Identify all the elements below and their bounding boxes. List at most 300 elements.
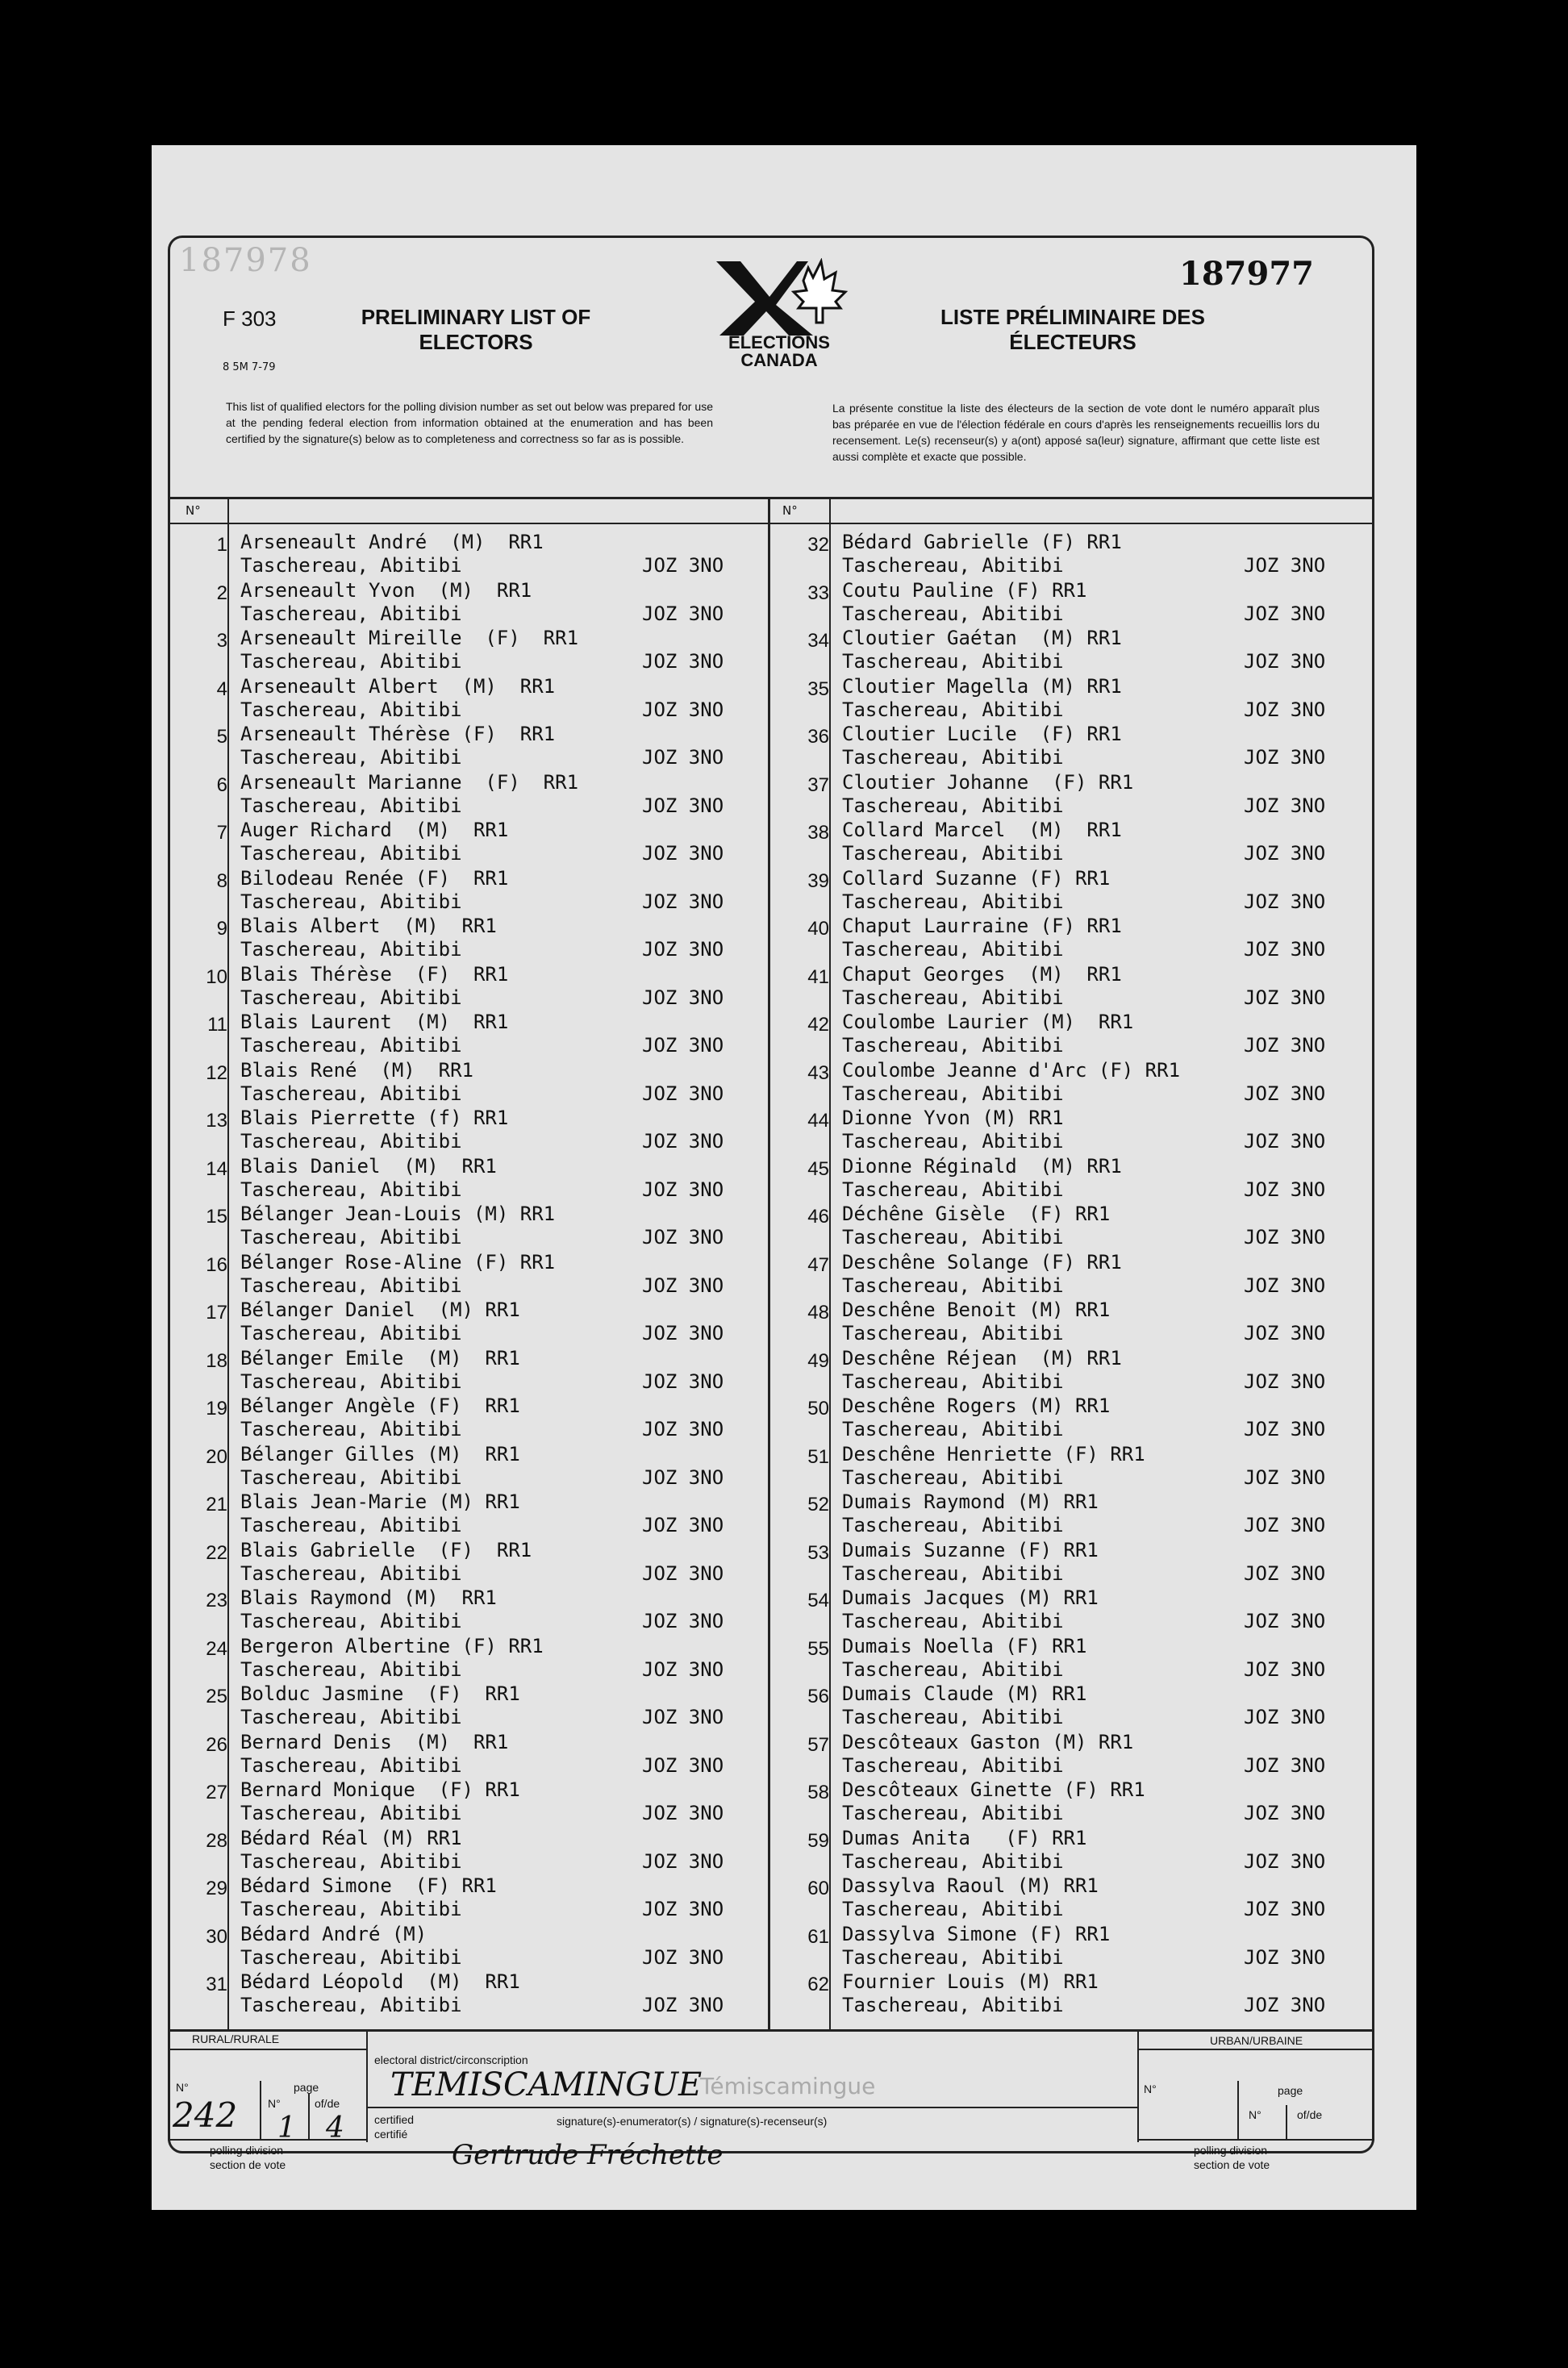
elector-entry <box>769 674 1326 723</box>
elector-postal-code: JOZ 3NO <box>642 1274 724 1297</box>
elector-number: 62 <box>807 1974 829 1995</box>
elector-address: Taschereau, Abitibi <box>240 1322 462 1345</box>
rural-page-label: page <box>294 2081 319 2094</box>
district-faint-print: Témiscamingue <box>700 2073 876 2099</box>
elector-postal-code: JOZ 3NO <box>642 1514 724 1536</box>
title-english-line-2: ELECTORS <box>419 330 533 354</box>
elector-address: Taschereau, Abitibi <box>842 1130 1064 1153</box>
urban-no-label: N° <box>1144 2082 1157 2095</box>
elector-name: Bolduc Jasmine (F) RR1 <box>240 1682 520 1705</box>
elector-postal-code: JOZ 3NO <box>1244 1082 1326 1105</box>
elector-name: Bernard Monique (F) RR1 <box>240 1778 520 1801</box>
elector-name: Dumais Suzanne (F) RR1 <box>842 1538 1099 1561</box>
elector-name: Bilodeau Renée (F) RR1 <box>240 866 509 890</box>
elector-postal-code: JOZ 3NO <box>642 1706 724 1728</box>
elector-address: Taschereau, Abitibi <box>842 1753 1064 1777</box>
elector-name: Arseneault Mireille (F) RR1 <box>240 627 579 649</box>
elector-postal-code: JOZ 3NO <box>1244 650 1326 673</box>
elector-name: Dassylva Raoul (M) RR1 <box>842 1874 1099 1897</box>
elector-name: Bélanger Angèle (F) RR1 <box>240 1395 520 1417</box>
district-label: electoral district/circonscription <box>374 2053 528 2066</box>
urban-label: URBAN/URBAINE <box>1210 2034 1303 2047</box>
elector-entry <box>168 1538 724 1587</box>
elector-number: 53 <box>807 1541 829 1564</box>
elector-address: Taschereau, Abitibi <box>842 938 1064 961</box>
elector-name: Bélanger Jean-Louis (M) RR1 <box>240 1203 556 1225</box>
elector-number: 60 <box>807 1878 829 1899</box>
elector-entry <box>168 1778 724 1827</box>
elector-address: Taschereau, Abitibi <box>842 1514 1064 1536</box>
elector-postal-code: JOZ 3NO <box>1244 746 1326 769</box>
elector-postal-code: JOZ 3NO <box>1244 1994 1326 2016</box>
elector-address: Taschereau, Abitibi <box>842 1322 1064 1345</box>
elector-number: 15 <box>206 1206 227 1228</box>
elector-address: Taschereau, Abitibi <box>240 1849 462 1873</box>
elector-number: 27 <box>206 1782 227 1803</box>
elector-entry <box>769 1395 1326 1443</box>
polling-division-number: 242 <box>173 2095 238 2135</box>
title-english <box>331 305 621 355</box>
elector-entry <box>168 723 724 771</box>
elector-postal-code: JOZ 3NO <box>1244 794 1326 817</box>
elector-name: Deschêne Benoit (M) RR1 <box>842 1299 1111 1321</box>
footer-certified-rule <box>366 2107 1137 2108</box>
elector-address: Taschereau, Abitibi <box>240 1657 462 1681</box>
elector-name: Cloutier Johanne (F) RR1 <box>842 770 1134 794</box>
elector-address: Taschereau, Abitibi <box>842 746 1064 769</box>
elector-postal-code: JOZ 3NO <box>642 1178 724 1201</box>
elector-address: Taschereau, Abitibi <box>842 1034 1064 1057</box>
elector-name: Arseneault André (M) RR1 <box>240 531 544 553</box>
elector-postal-code: JOZ 3NO <box>642 746 724 769</box>
elector-number: 44 <box>807 1110 829 1132</box>
elector-postal-code: JOZ 3NO <box>642 1849 724 1873</box>
elector-postal-code: JOZ 3NO <box>642 1561 724 1585</box>
elector-entry <box>168 1250 724 1299</box>
elector-name: Bédard André (M) <box>240 1922 427 1945</box>
elector-entry <box>769 1922 1326 1971</box>
elector-name: Descôteaux Gaston (M) RR1 <box>842 1730 1134 1753</box>
elector-name: Auger Richard (M) RR1 <box>240 819 509 841</box>
elector-address: Taschereau, Abitibi <box>240 554 462 577</box>
elector-entry <box>769 770 1326 819</box>
elector-number: 51 <box>807 1445 829 1468</box>
elector-name: Blais Jean-Marie (M) RR1 <box>240 1490 520 1513</box>
form-print-code: 8 5M 7-79 <box>223 361 276 373</box>
elector-number: 6 <box>216 773 227 796</box>
elector-address: Taschereau, Abitibi <box>240 1610 462 1632</box>
elector-number: 40 <box>807 918 829 940</box>
elector-entry <box>168 1058 724 1107</box>
elector-address: Taschereau, Abitibi <box>240 746 462 769</box>
elector-entry <box>168 531 724 579</box>
footer-ofde-divider <box>308 2094 310 2139</box>
elector-address: Taschereau, Abitibi <box>842 602 1064 625</box>
elector-address: Taschereau, Abitibi <box>842 1465 1064 1489</box>
elector-entry <box>168 1203 724 1251</box>
elector-postal-code: JOZ 3NO <box>1244 986 1326 1009</box>
elector-entry <box>168 1874 724 1923</box>
elector-name: Chaput Georges (M) RR1 <box>842 962 1122 986</box>
elector-entry <box>168 1970 724 2019</box>
elector-postal-code: JOZ 3NO <box>642 794 724 817</box>
elector-number: 24 <box>206 1637 227 1660</box>
elector-entry <box>769 1730 1326 1779</box>
elector-address: Taschereau, Abitibi <box>240 1514 462 1536</box>
footer-urban-divider <box>1137 2029 1139 2142</box>
page-number: 1 <box>277 2112 296 2145</box>
elector-number: 57 <box>807 1733 829 1756</box>
elector-name: Dumas Anita (F) RR1 <box>842 1826 1087 1849</box>
elector-address: Taschereau, Abitibi <box>240 1945 462 1969</box>
elector-address: Taschereau, Abitibi <box>240 890 462 913</box>
elector-number: 41 <box>807 965 829 988</box>
footer-urban-page-divider <box>1237 2081 1239 2139</box>
elector-name: Dionne Réginald (M) RR1 <box>842 1154 1122 1178</box>
elector-name: Chaput Laurraine (F) RR1 <box>842 915 1122 937</box>
elector-address: Taschereau, Abitibi <box>842 1226 1064 1249</box>
intro-french: La présente constitue la liste des électeurs de la section de vote dont le numéro apparaît plus bas préparée en vue de l'élection fédérale en cours d'après les renseignements recueillis lors du recensement. Le(s) recenseur(s) y a(ont) apposé sa(leur) signature, affirmant que cette liste est aussi complète et exacte que possible. <box>832 402 1320 463</box>
elector-number: 43 <box>807 1061 829 1084</box>
elector-address: Taschereau, Abitibi <box>240 1178 462 1201</box>
elector-number: 34 <box>807 630 829 652</box>
urban-no-label-2: N° <box>1249 2108 1261 2121</box>
elector-postal-code: JOZ 3NO <box>1244 1802 1326 1824</box>
elector-postal-code: JOZ 3NO <box>642 1465 724 1489</box>
elector-number: 32 <box>807 534 829 556</box>
elector-number: 36 <box>807 726 829 748</box>
signature-label: signature(s)-enumerator(s) / signature(s)-recenseur(s) <box>557 2115 828 2128</box>
elector-number: 38 <box>807 822 829 844</box>
elector-postal-code: JOZ 3NO <box>642 1370 724 1393</box>
elector-address: Taschereau, Abitibi <box>842 1418 1064 1440</box>
elector-entry <box>168 1586 724 1635</box>
rural-ofde-label: of/de <box>315 2097 340 2110</box>
elector-address: Taschereau, Abitibi <box>842 1802 1064 1824</box>
elector-name: Blais Albert (M) RR1 <box>240 915 497 937</box>
elector-number: 1 <box>216 534 227 556</box>
elector-address: Taschereau, Abitibi <box>842 1370 1064 1393</box>
elector-address: Taschereau, Abitibi <box>240 1465 462 1489</box>
elector-postal-code: JOZ 3NO <box>1244 1514 1326 1536</box>
elector-address: Taschereau, Abitibi <box>842 1657 1064 1681</box>
right-column-header: N° <box>782 503 798 518</box>
elector-name: Arseneault Marianne (F) RR1 <box>240 770 579 794</box>
elector-number: 39 <box>807 869 829 892</box>
elector-name: Deschêne Henriette (F) RR1 <box>842 1442 1145 1465</box>
elector-entry <box>168 915 724 963</box>
elector-number: 56 <box>807 1686 829 1707</box>
footer-top-rule <box>168 2029 1374 2032</box>
elector-name: Blais Raymond (M) RR1 <box>240 1586 497 1609</box>
elector-number: 54 <box>807 1590 829 1611</box>
elector-name: Fournier Louis (M) RR1 <box>842 1970 1099 1993</box>
title-english-line-1: PRELIMINARY LIST OF <box>361 305 591 329</box>
elector-name: Blais René (M) RR1 <box>240 1058 473 1082</box>
elector-number: 47 <box>807 1253 829 1276</box>
district-value: TEMISCAMINGUE <box>390 2066 703 2103</box>
elector-name: Arseneault Thérèse (F) RR1 <box>240 723 556 745</box>
elector-postal-code: JOZ 3NO <box>1244 1178 1326 1201</box>
elector-number: 25 <box>206 1686 227 1707</box>
elector-entry <box>168 819 724 867</box>
elector-entry <box>168 1490 724 1539</box>
certified-label: certified <box>374 2113 415 2126</box>
rural-no-label-2: N° <box>268 2097 281 2110</box>
elector-postal-code: JOZ 3NO <box>1244 1610 1326 1632</box>
elector-entry <box>769 1970 1326 2019</box>
elector-entry <box>168 866 724 915</box>
elector-name: Bédard Léopold (M) RR1 <box>240 1970 520 1993</box>
elector-postal-code: JOZ 3NO <box>1244 1706 1326 1728</box>
elector-name: Cloutier Gaétan (M) RR1 <box>842 627 1122 649</box>
elector-entry <box>769 1154 1326 1203</box>
elector-name: Collard Suzanne (F) RR1 <box>842 866 1111 890</box>
elector-entry <box>769 1011 1326 1059</box>
elector-address: Taschereau, Abitibi <box>842 554 1064 577</box>
elector-entry <box>168 770 724 819</box>
elector-address: Taschereau, Abitibi <box>842 1610 1064 1632</box>
elector-entry <box>769 819 1326 867</box>
form-number: F 303 <box>223 306 277 331</box>
elector-postal-code: JOZ 3NO <box>642 1994 724 2016</box>
elector-postal-code: JOZ 3NO <box>1244 1753 1326 1777</box>
elector-name: Blais Pierrette (f) RR1 <box>240 1107 509 1129</box>
elector-postal-code: JOZ 3NO <box>1244 890 1326 913</box>
elector-entry <box>168 1442 724 1491</box>
elector-address: Taschereau, Abitibi <box>842 890 1064 913</box>
urban-ofde-label: of/de <box>1297 2108 1323 2121</box>
elector-name: Bélanger Gilles (M) RR1 <box>240 1442 520 1465</box>
elector-postal-code: JOZ 3NO <box>1244 1226 1326 1249</box>
elector-number: 4 <box>216 677 227 700</box>
elector-number: 45 <box>807 1157 829 1180</box>
elector-name: Coutu Pauline (F) RR1 <box>842 578 1087 602</box>
elector-name: Collard Marcel (M) RR1 <box>842 819 1122 841</box>
elector-postal-code: JOZ 3NO <box>642 554 724 577</box>
serial-number: 187977 <box>1179 255 1314 293</box>
elector-address: Taschereau, Abitibi <box>842 1898 1064 1920</box>
elector-number: 26 <box>206 1733 227 1756</box>
elector-name: Dassylva Simone (F) RR1 <box>842 1922 1111 1945</box>
elector-address: Taschereau, Abitibi <box>842 1274 1064 1297</box>
elector-name: Dumais Claude (M) RR1 <box>842 1682 1087 1705</box>
elector-name: Deschêne Rogers (M) RR1 <box>842 1395 1111 1417</box>
elector-address: Taschereau, Abitibi <box>842 1082 1064 1105</box>
elector-postal-code: JOZ 3NO <box>1244 1034 1326 1057</box>
elector-number: 33 <box>807 582 829 604</box>
elector-name: Arseneault Yvon (M) RR1 <box>240 578 532 602</box>
elector-address: Taschereau, Abitibi <box>240 1130 462 1153</box>
elector-entry <box>769 1058 1326 1107</box>
elector-number: 61 <box>807 1925 829 1948</box>
elector-postal-code: JOZ 3NO <box>642 938 724 961</box>
elector-name: Descôteaux Ginette (F) RR1 <box>842 1778 1145 1801</box>
elector-number: 9 <box>216 918 227 940</box>
elector-postal-code: JOZ 3NO <box>1244 1322 1326 1345</box>
elector-name: Coulombe Jeanne d'Arc (F) RR1 <box>842 1058 1181 1082</box>
elector-entry <box>168 578 724 627</box>
elector-postal-code: JOZ 3NO <box>642 1753 724 1777</box>
elector-entry <box>769 1250 1326 1299</box>
elector-entry <box>769 531 1326 579</box>
elector-address: Taschereau, Abitibi <box>240 1898 462 1920</box>
elector-number: 23 <box>206 1590 227 1611</box>
footer-mid-rule <box>168 2049 368 2050</box>
elector-entry <box>168 674 724 723</box>
elector-name: Bélanger Emile (M) RR1 <box>240 1346 520 1370</box>
elector-number: 31 <box>206 1974 227 1995</box>
rural-no-label: N° <box>176 2081 189 2094</box>
elector-number: 50 <box>807 1398 829 1420</box>
elector-address: Taschereau, Abitibi <box>842 698 1064 721</box>
elector-number: 46 <box>807 1206 829 1228</box>
elector-entry <box>168 1107 724 1155</box>
elector-postal-code: JOZ 3NO <box>1244 1945 1326 1969</box>
elector-address: Taschereau, Abitibi <box>240 1706 462 1728</box>
elector-name: Déchêne Gisèle (F) RR1 <box>842 1203 1111 1225</box>
page-total: 4 <box>326 2112 344 2145</box>
elector-name: Deschêne Solange (F) RR1 <box>842 1250 1122 1274</box>
elector-number: 12 <box>206 1061 227 1084</box>
title-french <box>920 305 1226 355</box>
elector-number: 2 <box>216 582 227 604</box>
elector-name: Bernard Denis (M) RR1 <box>240 1730 509 1753</box>
elector-entry <box>769 1874 1326 1923</box>
elector-entry <box>168 1154 724 1203</box>
elector-address: Taschereau, Abitibi <box>240 1753 462 1777</box>
elector-postal-code: JOZ 3NO <box>1244 1657 1326 1681</box>
elector-address: Taschereau, Abitibi <box>842 1178 1064 1201</box>
elector-postal-code: JOZ 3NO <box>1244 698 1326 721</box>
elector-address: Taschereau, Abitibi <box>842 650 1064 673</box>
elector-postal-code: JOZ 3NO <box>642 602 724 625</box>
elector-entry <box>769 1682 1326 1731</box>
elector-name: Dumais Jacques (M) RR1 <box>842 1586 1099 1609</box>
elector-number: 48 <box>807 1302 829 1324</box>
elector-number: 58 <box>807 1782 829 1803</box>
elector-number: 42 <box>807 1014 829 1036</box>
elector-address: Taschereau, Abitibi <box>240 938 462 961</box>
elector-address: Taschereau, Abitibi <box>240 1994 462 2016</box>
elector-address: Taschereau, Abitibi <box>842 1561 1064 1585</box>
elector-entry <box>769 1586 1326 1635</box>
elector-entry <box>168 1395 724 1443</box>
elector-entry <box>769 1778 1326 1827</box>
elector-postal-code: JOZ 3NO <box>1244 1465 1326 1489</box>
elector-number: 19 <box>206 1398 227 1420</box>
elector-address: Taschereau, Abitibi <box>842 842 1064 865</box>
elector-number: 29 <box>206 1878 227 1899</box>
elector-number: 59 <box>807 1829 829 1852</box>
elector-number: 7 <box>216 822 227 844</box>
elector-name: Dumais Raymond (M) RR1 <box>842 1490 1099 1513</box>
elector-name: Blais Thérèse (F) RR1 <box>240 962 509 986</box>
elector-address: Taschereau, Abitibi <box>842 1945 1064 1969</box>
elector-entry <box>168 1682 724 1731</box>
elector-entry <box>769 627 1326 675</box>
elector-name: Bédard Gabrielle (F) RR1 <box>842 531 1122 553</box>
elector-address: Taschereau, Abitibi <box>842 986 1064 1009</box>
elector-postal-code: JOZ 3NO <box>1244 938 1326 961</box>
footer-urban-bottom-rule <box>1137 2139 1374 2141</box>
elector-postal-code: JOZ 3NO <box>642 1130 724 1153</box>
footer-page-divider <box>260 2081 261 2139</box>
elector-postal-code: JOZ 3NO <box>642 1898 724 1920</box>
left-column-header: N° <box>186 503 201 518</box>
elector-postal-code: JOZ 3NO <box>642 1610 724 1632</box>
elector-number: 10 <box>206 965 227 988</box>
elector-entry <box>769 962 1326 1011</box>
elector-number: 49 <box>807 1349 829 1372</box>
elector-entry <box>769 866 1326 915</box>
header-rule <box>168 523 1374 524</box>
elector-number: 11 <box>207 1014 227 1036</box>
elector-address: Taschereau, Abitibi <box>842 794 1064 817</box>
elector-postal-code: JOZ 3NO <box>642 1034 724 1057</box>
urban-section-de-vote-label: section de vote <box>1194 2158 1270 2171</box>
intro-english: This list of qualified electors for the polling division number as set out below was prepared for use at the pending federal election from information obtained at the enumeration and has been certified by the signature(s) below as to completeness and correctness so far as is possible. <box>226 400 713 445</box>
elector-entry <box>769 723 1326 771</box>
title-french-line-1: LISTE PRÉLIMINAIRE DES <box>940 305 1205 329</box>
elector-postal-code: JOZ 3NO <box>1244 1561 1326 1585</box>
elector-number: 30 <box>206 1925 227 1948</box>
rural-label: RURAL/RURALE <box>192 2032 280 2045</box>
elector-entry <box>769 915 1326 963</box>
elector-name: Dionne Yvon (M) RR1 <box>842 1107 1064 1129</box>
elector-postal-code: JOZ 3NO <box>642 1226 724 1249</box>
elector-address: Taschereau, Abitibi <box>240 1082 462 1105</box>
elector-address: Taschereau, Abitibi <box>842 1706 1064 1728</box>
elector-address: Taschereau, Abitibi <box>240 1274 462 1297</box>
elector-address: Taschereau, Abitibi <box>842 1849 1064 1873</box>
elector-entry <box>769 1490 1326 1539</box>
elector-number: 5 <box>216 726 227 748</box>
elector-address: Taschereau, Abitibi <box>240 842 462 865</box>
elector-address: Taschereau, Abitibi <box>240 1561 462 1585</box>
elector-name: Coulombe Laurier (M) RR1 <box>842 1011 1134 1033</box>
footer-urban-mid-rule <box>1137 2049 1374 2050</box>
elector-entry <box>769 1346 1326 1395</box>
elector-name: Blais Daniel (M) RR1 <box>240 1154 497 1178</box>
urban-polling-division-label: polling division <box>1194 2144 1268 2157</box>
elector-entry <box>769 578 1326 627</box>
elector-postal-code: JOZ 3NO <box>642 1657 724 1681</box>
elector-postal-code: JOZ 3NO <box>642 842 724 865</box>
elector-name: Blais Laurent (M) RR1 <box>240 1011 509 1033</box>
elector-number: 17 <box>206 1302 227 1324</box>
title-french-line-2: ÉLECTEURS <box>1009 330 1136 354</box>
elector-postal-code: JOZ 3NO <box>1244 602 1326 625</box>
elector-address: Taschereau, Abitibi <box>240 650 462 673</box>
elector-name: Deschêne Réjean (M) RR1 <box>842 1346 1122 1370</box>
elector-number: 3 <box>216 630 227 652</box>
elector-name: Bélanger Rose-Aline (F) RR1 <box>240 1250 556 1274</box>
elector-name: Cloutier Magella (M) RR1 <box>842 674 1122 698</box>
elector-name: Bédard Simone (F) RR1 <box>240 1874 497 1897</box>
elector-postal-code: JOZ 3NO <box>1244 1849 1326 1873</box>
elector-name: Cloutier Lucile (F) RR1 <box>842 723 1122 745</box>
elector-number: 8 <box>216 869 227 892</box>
elector-number: 21 <box>206 1494 227 1515</box>
elector-postal-code: JOZ 3NO <box>1244 1130 1326 1153</box>
elector-entry <box>769 1442 1326 1491</box>
elector-number: 16 <box>206 1253 227 1276</box>
elector-number: 35 <box>807 677 829 700</box>
elector-postal-code: JOZ 3NO <box>642 1802 724 1824</box>
footer-rural-divider <box>366 2029 368 2142</box>
elector-entry <box>168 1299 724 1347</box>
